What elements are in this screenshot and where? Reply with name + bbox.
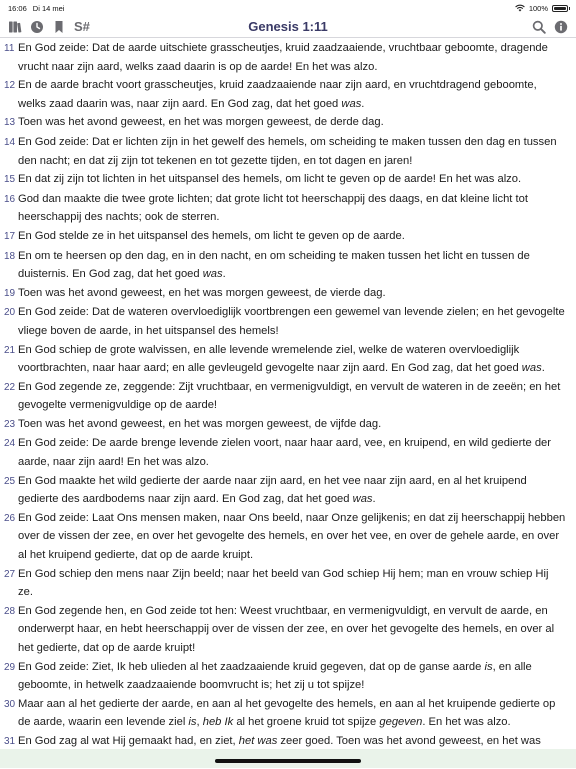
verse-segment: En God zeide: Dat er lichten zijn in het gewelf des hemels, om scheiding te maken tussen den dag en tussen den nacht; en dat zij zijn tot tekenen en tot gezette tijden, en tot dagen en jaren!	[18, 135, 557, 167]
verse-number[interactable]: 26	[4, 512, 16, 524]
verse-italic-segment: was	[341, 97, 362, 110]
verse-row[interactable]	[4, 565, 566, 602]
status-time: 16:06	[8, 3, 27, 13]
verse-number[interactable]: 20	[4, 307, 16, 319]
verse-segment: .	[222, 268, 226, 281]
verse-number[interactable]: 16	[4, 193, 16, 205]
verse-segment: al het groene kruid tot spijze	[233, 716, 380, 729]
status-left	[8, 4, 64, 13]
verse-row[interactable]	[4, 113, 566, 133]
battery-icon	[552, 5, 568, 12]
verse-italic-segment: is	[484, 660, 493, 673]
status-right	[515, 4, 568, 13]
verse-italic-segment: was	[521, 362, 542, 375]
verse-italic-segment: was	[202, 268, 223, 281]
history-icon[interactable]	[30, 20, 44, 34]
strongs-icon[interactable]	[74, 20, 90, 34]
verse-row[interactable]	[4, 695, 566, 732]
books-icon[interactable]	[8, 20, 22, 34]
nav-left-toolbar	[8, 20, 90, 34]
verse-row[interactable]	[4, 227, 566, 247]
verse-segment: En God zeide: Laat Ons mensen maken, naar Ons beeld, naar Onze gelijkenis; en dat zij heerschappij hebben over de vissen der zee, en over het gevogelte des hemels, en over het vee, en over de gehele aarde, en over al het kruipend gedierte, dat op de aarde kruipt.	[18, 511, 566, 562]
verse-row[interactable]	[4, 170, 566, 190]
chapter-title[interactable]: Genesis 1:11	[248, 19, 328, 34]
verse-segment: . En het was alzo.	[422, 716, 511, 729]
verse-number[interactable]: 28	[4, 605, 16, 617]
verse-text[interactable]	[18, 284, 566, 304]
verse-row[interactable]	[4, 378, 566, 415]
verse-row[interactable]	[4, 341, 566, 378]
verse-number[interactable]: 24	[4, 438, 16, 450]
verse-text[interactable]	[18, 341, 566, 378]
verse-segment: En God zag al wat Hij gemaakt had, en ziet,	[18, 734, 239, 747]
verse-text[interactable]	[18, 227, 566, 247]
verse-row[interactable]	[4, 284, 566, 304]
battery-percent: 100%	[528, 3, 548, 13]
verse-number[interactable]: 17	[4, 230, 16, 242]
verse-segment: Toen was het avond geweest, en het was morgen geweest, de derde dag.	[18, 116, 384, 129]
verse-row[interactable]	[4, 602, 566, 658]
verse-segment: Maar aan al het gedierte der aarde, en aan al het gevogelte des hemels, en aan al het kruipende gedierte op de aarde, waarin een levende ziel	[18, 697, 556, 729]
verse-number[interactable]: 15	[4, 174, 16, 186]
verse-number[interactable]: 14	[4, 136, 16, 148]
verse-text[interactable]	[18, 602, 566, 658]
verse-text[interactable]	[18, 113, 566, 133]
verse-segment: En God schiep den mens naar Zijn beeld; naar het beeld van God schiep Hij hem; man en vrouw schiep Hij ze.	[18, 567, 549, 599]
verse-row[interactable]	[4, 247, 566, 284]
verse-number[interactable]: 12	[4, 80, 16, 92]
verse-segment: En God stelde ze in het uitspansel des hemels, om licht te geven op de aarde.	[18, 229, 405, 242]
search-icon[interactable]	[532, 20, 546, 34]
verse-number[interactable]: 21	[4, 344, 16, 356]
verse-segment: zeer goed. Toen was het avond geweest, en het was	[280, 734, 541, 747]
verse-segment: En de aarde bracht voort grasscheutjes, kruid zaadzaaiende naar zijn aard, en vruchtdragend geboomte, welks zaad daarin was, naar zijn aard. En God zag, dat het goed	[18, 79, 537, 110]
verse-text[interactable]	[18, 76, 566, 113]
verse-row[interactable]	[4, 509, 566, 565]
verse-text[interactable]	[18, 565, 566, 602]
verse-number[interactable]: 31	[4, 735, 16, 747]
verse-text[interactable]	[18, 472, 566, 509]
nav-bar	[0, 16, 576, 38]
verse-segment: .	[361, 97, 365, 110]
verse-number[interactable]: 19	[4, 287, 16, 299]
verse-row[interactable]	[4, 39, 566, 76]
verse-row[interactable]	[4, 76, 566, 113]
verse-text[interactable]	[18, 378, 566, 415]
verse-text[interactable]	[18, 415, 566, 435]
verse-number[interactable]: 22	[4, 381, 16, 393]
verse-segment: En God schiep de grote walvissen, en alle levende wremelende ziel, welke de wateren overvloediglijk voortbrachten, naar haar aard; en alle gevleugeld gevogelte naar zijn aard. En God zag, dat het goed	[18, 343, 522, 375]
verse-number[interactable]: 23	[4, 418, 16, 430]
verse-text[interactable]	[18, 170, 566, 190]
verse-text[interactable]	[18, 434, 566, 471]
verse-text[interactable]	[18, 133, 566, 170]
verse-segment: En God zeide: Ziet, Ik heb ulieden al het zaadzaaiende kruid gegeven, dat op de ganse aarde	[18, 660, 485, 673]
battery-fill	[554, 7, 566, 10]
bottom-bar	[0, 749, 576, 768]
verse-list[interactable]	[0, 39, 576, 749]
nav-right-toolbar	[532, 20, 568, 34]
verse-row[interactable]	[4, 415, 566, 435]
status-bar	[0, 0, 576, 16]
verse-number[interactable]: 18	[4, 250, 16, 262]
verse-text[interactable]	[18, 303, 566, 340]
verse-segment: Toen was het avond geweest, en het was morgen geweest, de vijfde dag.	[18, 417, 382, 430]
verse-row[interactable]	[4, 434, 566, 471]
verse-segment: En dat zij zijn tot lichten in het uitspansel des hemels, om licht te geven op de aarde! En het was alzo.	[18, 173, 522, 186]
verse-text[interactable]	[18, 658, 566, 695]
verse-number[interactable]: 11	[4, 43, 15, 54]
verse-segment: ,	[196, 716, 203, 729]
verse-row[interactable]	[4, 658, 566, 695]
verse-row[interactable]	[4, 133, 566, 170]
verse-segment: God dan maakte die twee grote lichten; dat grote licht tot heerschappij des daags, en dat kleine licht tot heerschappij des nachts; ook de sterren.	[18, 192, 528, 224]
verse-row[interactable]	[4, 303, 566, 340]
verse-number[interactable]: 13	[4, 117, 16, 129]
verse-italic-segment: het was	[238, 734, 278, 747]
verse-italic-segment: gegeven	[379, 716, 423, 729]
verse-segment: .	[541, 362, 545, 375]
status-date: Di 14 mei	[32, 3, 65, 13]
verse-segment: En God zegende hen, en God zeide tot hen: Weest vruchtbaar, en vermenigvuldigt, en vervult de aarde, en onderwerpt haar, en hebt heerschappij over de vissen der zee, en over het gevogelte des hemels, en over al het gedierte, dat op de aarde kruipt!	[18, 604, 555, 654]
verse-segment: En God zeide: Dat de wateren overvloediglijk voortbrengen een gewemel van levende zielen; en het gevogelte vliege boven de aarde, in het uitspansel des hemels!	[18, 306, 565, 337]
wifi-icon	[515, 4, 525, 12]
verse-row[interactable]	[4, 190, 566, 227]
verse-number[interactable]: 29	[4, 661, 16, 673]
verse-text[interactable]	[18, 509, 566, 565]
strongs-label: S#	[74, 18, 90, 34]
verse-segment: En God maakte het wild gedierte der aarde naar zijn aard, en het vee naar zijn aard, en al het kruipend gedierte des aardbodems naar zijn aard. En God zag, dat het goed	[18, 474, 527, 506]
verse-number[interactable]: 27	[4, 568, 16, 580]
verse-italic-segment: is	[188, 716, 197, 729]
verse-segment: En God zeide: Dat de aarde uitschiete grasscheutjes, kruid zaadzaaiende, vruchtbaar geboomte, dragende vrucht naar zijn aard, welks zaad daarin is op de aarde! En het was alzo.	[18, 42, 548, 73]
home-indicator[interactable]	[215, 759, 361, 763]
info-icon[interactable]	[554, 20, 568, 34]
verse-segment: En God zegende ze, zeggende: Zijt vruchtbaar, en vermenigvuldigt, en vervult de wateren in de zeeën; en het gevogelte vermenigvuldige op de aarde!	[18, 380, 561, 412]
verse-italic-segment: heb Ik	[202, 716, 234, 729]
verse-text[interactable]	[18, 695, 566, 732]
verse-segment: En God zeide: De aarde brenge levende zielen voort, naar haar aard, vee, en kruipend, en wild gedierte der aarde, naar zijn aard! En het was alzo.	[18, 437, 551, 469]
verse-segment: .	[372, 493, 376, 506]
verse-number[interactable]: 25	[4, 475, 16, 487]
verse-segment: En om te heersen op den dag, en in den nacht, en om scheiding te maken tussen het licht en tussen de duisternis. En God zag, dat het goed	[18, 249, 530, 281]
verse-text[interactable]	[18, 190, 566, 227]
verse-row[interactable]	[4, 472, 566, 509]
verse-number[interactable]: 30	[4, 698, 16, 710]
verse-segment: , en alle geboomte, in hetwelk zaadzaaiende boomvrucht is; het zij u tot spijze!	[18, 660, 532, 692]
verse-segment: Toen was het avond geweest, en het was morgen geweest, de vierde dag.	[18, 286, 386, 299]
bookmark-icon[interactable]	[52, 20, 66, 34]
verse-italic-segment: was	[352, 493, 373, 506]
verse-text[interactable]	[18, 247, 566, 284]
verse-text[interactable]	[18, 39, 566, 76]
